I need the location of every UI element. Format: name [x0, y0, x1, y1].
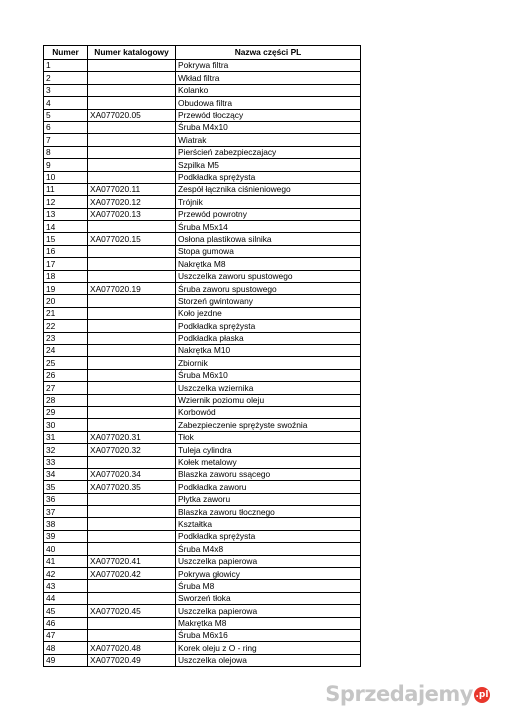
cell-part-name: Tłok: [176, 431, 361, 443]
cell-number: 6: [44, 121, 88, 133]
table-row: [44, 605, 361, 617]
cell-number: 16: [44, 245, 88, 257]
table-row: [44, 159, 361, 171]
table-row: [44, 481, 361, 493]
cell-number: 21: [44, 307, 88, 319]
table-row: [44, 332, 361, 344]
cell-part-name: Kolanko: [176, 84, 361, 96]
cell-part-name: Uszczelka papierowa: [176, 605, 361, 617]
table-row: [44, 629, 361, 641]
cell-number: 25: [44, 357, 88, 369]
cell-catalog-number: [88, 592, 176, 604]
cell-catalog-number: [88, 84, 176, 96]
watermark-logo: [325, 682, 490, 706]
table-row: [44, 382, 361, 394]
cell-part-name: Tuleja cylindra: [176, 444, 361, 456]
cell-number: 23: [44, 332, 88, 344]
table-body: [44, 60, 361, 667]
cell-catalog-number: [88, 159, 176, 171]
cell-catalog-number: [88, 530, 176, 542]
cell-number: 15: [44, 233, 88, 245]
cell-part-name: Korek oleju z O - ring: [176, 642, 361, 654]
table-row: [44, 270, 361, 282]
cell-catalog-number: XA077020.32: [88, 444, 176, 456]
cell-part-name: Nakrętka M10: [176, 344, 361, 356]
cell-number: 13: [44, 208, 88, 220]
cell-number: 7: [44, 134, 88, 146]
parts-sheet: [43, 45, 360, 667]
table-row: [44, 221, 361, 233]
cell-number: 17: [44, 258, 88, 270]
cell-catalog-number: [88, 134, 176, 146]
cell-catalog-number: [88, 382, 176, 394]
cell-catalog-number: [88, 617, 176, 629]
cell-part-name: Wiatrak: [176, 134, 361, 146]
cell-catalog-number: [88, 295, 176, 307]
cell-number: 18: [44, 270, 88, 282]
cell-catalog-number: [88, 146, 176, 158]
cell-number: 3: [44, 84, 88, 96]
cell-number: 41: [44, 555, 88, 567]
cell-catalog-number: [88, 332, 176, 344]
cell-catalog-number: [88, 97, 176, 109]
cell-catalog-number: [88, 506, 176, 518]
cell-number: 11: [44, 183, 88, 195]
cell-part-name: Śruba zaworu spustowego: [176, 283, 361, 295]
cell-catalog-number: [88, 72, 176, 84]
table-row: [44, 146, 361, 158]
cell-catalog-number: XA077020.42: [88, 568, 176, 580]
cell-number: 20: [44, 295, 88, 307]
cell-number: 38: [44, 518, 88, 530]
cell-part-name: Przewód tłoczący: [176, 109, 361, 121]
cell-part-name: Korbowód: [176, 406, 361, 418]
cell-part-name: Przewód powrotny: [176, 208, 361, 220]
cell-catalog-number: [88, 369, 176, 381]
table-row: [44, 307, 361, 319]
cell-number: 42: [44, 568, 88, 580]
cell-part-name: Śruba M6x10: [176, 369, 361, 381]
cell-catalog-number: XA077020.41: [88, 555, 176, 567]
cell-part-name: Blaszka zaworu tłocznego: [176, 506, 361, 518]
table-row: [44, 97, 361, 109]
cell-number: 40: [44, 543, 88, 555]
cell-number: 48: [44, 642, 88, 654]
cell-number: 10: [44, 171, 88, 183]
table-row: [44, 295, 361, 307]
cell-part-name: Pokrywa filtra: [176, 60, 361, 72]
table-row: [44, 369, 361, 381]
cell-number: 22: [44, 320, 88, 332]
table-row: [44, 493, 361, 505]
cell-number: 27: [44, 382, 88, 394]
cell-catalog-number: [88, 543, 176, 555]
cell-number: 43: [44, 580, 88, 592]
cell-part-name: Podkładka zaworu: [176, 481, 361, 493]
table-row: [44, 518, 361, 530]
cell-catalog-number: [88, 171, 176, 183]
table-row: [44, 320, 361, 332]
cell-number: 29: [44, 406, 88, 418]
table-row: [44, 344, 361, 356]
table-row: [44, 233, 361, 245]
table-header-row: [44, 46, 361, 60]
cell-part-name: Osłona plastikowa silnika: [176, 233, 361, 245]
column-header-part-name: Nazwa części PL: [176, 46, 361, 60]
table-row: [44, 617, 361, 629]
cell-number: 8: [44, 146, 88, 158]
table-row: [44, 580, 361, 592]
cell-part-name: Obudowa filtra: [176, 97, 361, 109]
cell-part-name: Podkładka sprężysta: [176, 320, 361, 332]
table-row: [44, 456, 361, 468]
table-row: [44, 283, 361, 295]
cell-catalog-number: [88, 629, 176, 641]
cell-part-name: Uszczelka wziernika: [176, 382, 361, 394]
table-row: [44, 84, 361, 96]
table-row: [44, 642, 361, 654]
cell-catalog-number: XA077020.48: [88, 642, 176, 654]
cell-catalog-number: XA077020.15: [88, 233, 176, 245]
table-row: [44, 196, 361, 208]
cell-part-name: Pierścień zabezpieczajacy: [176, 146, 361, 158]
cell-part-name: Zabezpieczenie sprężyste swoźnia: [176, 419, 361, 431]
table-row: [44, 394, 361, 406]
table-row: [44, 121, 361, 133]
table-row: [44, 357, 361, 369]
cell-catalog-number: [88, 258, 176, 270]
table-row: [44, 419, 361, 431]
table-row: [44, 506, 361, 518]
cell-number: 26: [44, 369, 88, 381]
cell-number: 1: [44, 60, 88, 72]
watermark-text: Sprzedajemy: [325, 682, 473, 706]
cell-catalog-number: XA077020.49: [88, 654, 176, 666]
table-row: [44, 468, 361, 480]
cell-part-name: Szpilka M5: [176, 159, 361, 171]
watermark-badge: .pl: [474, 687, 490, 703]
cell-catalog-number: XA077020.45: [88, 605, 176, 617]
column-header-catalog-number: Numer katalogowy: [88, 46, 176, 60]
cell-part-name: Sworzeń tłoka: [176, 592, 361, 604]
cell-part-name: Koło jezdne: [176, 307, 361, 319]
cell-catalog-number: XA077020.34: [88, 468, 176, 480]
cell-part-name: Zespół łącznika ciśnieniowego: [176, 183, 361, 195]
cell-catalog-number: XA077020.11: [88, 183, 176, 195]
cell-catalog-number: XA077020.12: [88, 196, 176, 208]
table-row: [44, 171, 361, 183]
cell-catalog-number: [88, 518, 176, 530]
cell-part-name: Śruba M8: [176, 580, 361, 592]
cell-part-name: Makrętka M8: [176, 617, 361, 629]
cell-part-name: Kołek metalowy: [176, 456, 361, 468]
table-row: [44, 60, 361, 72]
cell-catalog-number: [88, 394, 176, 406]
cell-catalog-number: XA077020.13: [88, 208, 176, 220]
cell-part-name: Podkładka płaska: [176, 332, 361, 344]
cell-part-name: Wkład filtra: [176, 72, 361, 84]
cell-catalog-number: [88, 320, 176, 332]
cell-part-name: Pokrywa głowicy: [176, 568, 361, 580]
table-row: [44, 431, 361, 443]
cell-number: 33: [44, 456, 88, 468]
table-row: [44, 245, 361, 257]
cell-part-name: Storzeń gwintowany: [176, 295, 361, 307]
cell-number: 30: [44, 419, 88, 431]
cell-number: 19: [44, 283, 88, 295]
cell-part-name: Kształtka: [176, 518, 361, 530]
cell-catalog-number: [88, 60, 176, 72]
cell-number: 5: [44, 109, 88, 121]
cell-number: 32: [44, 444, 88, 456]
cell-part-name: Śruba M6x16: [176, 629, 361, 641]
table-row: [44, 654, 361, 666]
cell-part-name: Zbiornik: [176, 357, 361, 369]
cell-catalog-number: [88, 307, 176, 319]
cell-catalog-number: [88, 493, 176, 505]
cell-part-name: Uszczelka zaworu spustowego: [176, 270, 361, 282]
cell-number: 12: [44, 196, 88, 208]
cell-number: 39: [44, 530, 88, 542]
cell-number: 28: [44, 394, 88, 406]
cell-number: 44: [44, 592, 88, 604]
cell-number: 14: [44, 221, 88, 233]
parts-table: [43, 45, 361, 667]
cell-part-name: Podkładka sprężysta: [176, 171, 361, 183]
cell-part-name: Płytka zaworu: [176, 493, 361, 505]
cell-number: 45: [44, 605, 88, 617]
cell-number: 49: [44, 654, 88, 666]
table-row: [44, 592, 361, 604]
table-row: [44, 543, 361, 555]
cell-catalog-number: XA077020.35: [88, 481, 176, 493]
cell-catalog-number: [88, 344, 176, 356]
cell-part-name: Wziernik poziomu oleju: [176, 394, 361, 406]
cell-part-name: Stopa gumowa: [176, 245, 361, 257]
cell-part-name: Śruba M5x14: [176, 221, 361, 233]
table-row: [44, 530, 361, 542]
cell-part-name: Śruba M4x8: [176, 543, 361, 555]
table-row: [44, 183, 361, 195]
column-header-number: Numer: [44, 46, 88, 60]
cell-catalog-number: [88, 419, 176, 431]
cell-number: 47: [44, 629, 88, 641]
cell-catalog-number: [88, 456, 176, 468]
cell-number: 9: [44, 159, 88, 171]
cell-part-name: Blaszka zaworu ssącego: [176, 468, 361, 480]
table-row: [44, 258, 361, 270]
table-row: [44, 109, 361, 121]
cell-catalog-number: [88, 406, 176, 418]
cell-part-name: Podkładka sprężysta: [176, 530, 361, 542]
cell-number: 35: [44, 481, 88, 493]
table-row: [44, 72, 361, 84]
cell-number: 24: [44, 344, 88, 356]
table-row: [44, 555, 361, 567]
cell-number: 4: [44, 97, 88, 109]
cell-number: 37: [44, 506, 88, 518]
cell-part-name: Trójnik: [176, 196, 361, 208]
table-row: [44, 406, 361, 418]
table-row: [44, 134, 361, 146]
cell-catalog-number: [88, 270, 176, 282]
table-row: [44, 568, 361, 580]
cell-catalog-number: [88, 221, 176, 233]
cell-part-name: Uszczelka olejowa: [176, 654, 361, 666]
cell-catalog-number: [88, 357, 176, 369]
cell-number: 31: [44, 431, 88, 443]
cell-number: 36: [44, 493, 88, 505]
cell-part-name: Śruba M4x10: [176, 121, 361, 133]
cell-number: 2: [44, 72, 88, 84]
cell-part-name: Nakrętka M8: [176, 258, 361, 270]
cell-catalog-number: [88, 245, 176, 257]
cell-catalog-number: XA077020.19: [88, 283, 176, 295]
cell-catalog-number: [88, 580, 176, 592]
cell-number: 46: [44, 617, 88, 629]
table-row: [44, 208, 361, 220]
cell-catalog-number: XA077020.05: [88, 109, 176, 121]
cell-catalog-number: [88, 121, 176, 133]
cell-number: 34: [44, 468, 88, 480]
table-row: [44, 444, 361, 456]
cell-catalog-number: XA077020.31: [88, 431, 176, 443]
cell-part-name: Uszczelka papierowa: [176, 555, 361, 567]
